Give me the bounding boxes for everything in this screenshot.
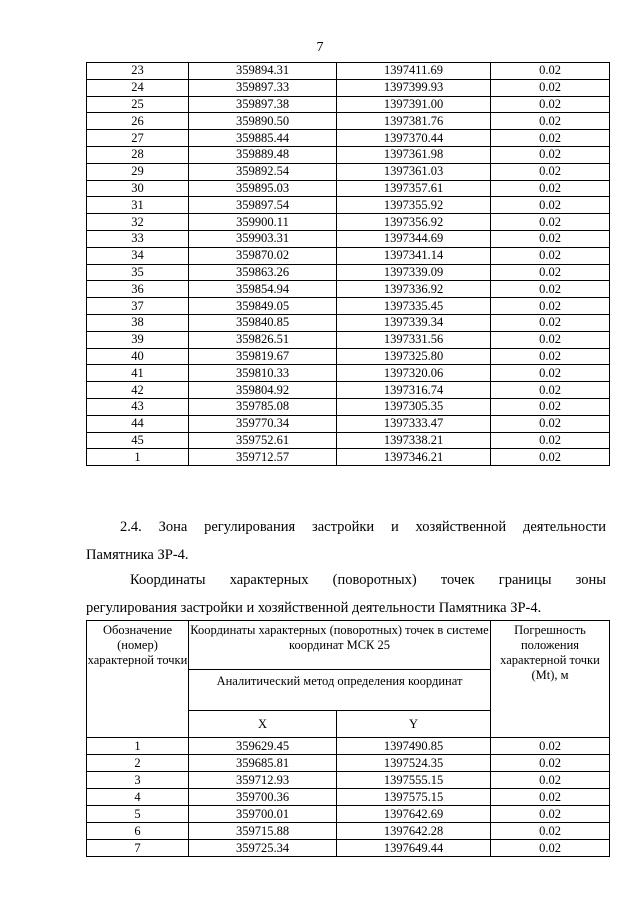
y-coordinate: 1397331.56 xyxy=(337,331,491,348)
table-row xyxy=(87,348,610,365)
error-value: 0.02 xyxy=(491,130,610,147)
x-coordinate: 359889.48 xyxy=(189,146,337,163)
y-coordinate: 1397642.69 xyxy=(337,806,491,823)
error-value: 0.02 xyxy=(491,180,610,197)
error-value: 0.02 xyxy=(491,772,610,789)
x-coordinate: 359897.38 xyxy=(189,96,337,113)
table-row xyxy=(87,247,610,264)
point-number: 5 xyxy=(87,806,189,823)
y-coordinate: 1397356.92 xyxy=(337,214,491,231)
page-number: 7 xyxy=(316,40,324,55)
point-number: 31 xyxy=(87,197,189,214)
point-number: 38 xyxy=(87,314,189,331)
y-coordinate: 1397642.28 xyxy=(337,823,491,840)
y-coordinate: 1397411.69 xyxy=(337,63,491,80)
y-coordinate: 1397361.03 xyxy=(337,163,491,180)
table-row xyxy=(87,789,610,806)
x-coordinate: 359870.02 xyxy=(189,247,337,264)
error-value: 0.02 xyxy=(491,415,610,432)
x-coordinate: 359897.54 xyxy=(189,197,337,214)
table-row xyxy=(87,365,610,382)
point-number: 23 xyxy=(87,63,189,80)
error-value: 0.02 xyxy=(491,298,610,315)
point-number: 26 xyxy=(87,113,189,130)
y-coordinate: 1397391.00 xyxy=(337,96,491,113)
table-row xyxy=(87,197,610,214)
table-row xyxy=(87,130,610,147)
error-value: 0.02 xyxy=(491,331,610,348)
table-row xyxy=(87,823,610,840)
x-coordinate: 359849.05 xyxy=(189,298,337,315)
x-coordinate: 359819.67 xyxy=(189,348,337,365)
error-value: 0.02 xyxy=(491,163,610,180)
y-coordinate: 1397575.15 xyxy=(337,789,491,806)
point-number: 45 xyxy=(87,432,189,449)
point-number: 36 xyxy=(87,281,189,298)
y-coordinate: 1397325.80 xyxy=(337,348,491,365)
table-row xyxy=(87,214,610,231)
y-coordinate: 1397320.06 xyxy=(337,365,491,382)
table-row xyxy=(87,772,610,789)
x-coordinate: 359685.81 xyxy=(189,755,337,772)
y-coordinate: 1397333.47 xyxy=(337,415,491,432)
point-number: 24 xyxy=(87,79,189,96)
x-coordinate: 359629.45 xyxy=(189,738,337,755)
x-coordinate: 359700.01 xyxy=(189,806,337,823)
x-coordinate: 359826.51 xyxy=(189,331,337,348)
y-coordinate: 1397357.61 xyxy=(337,180,491,197)
x-coordinate: 359894.31 xyxy=(189,63,337,80)
x-coordinate: 359892.54 xyxy=(189,163,337,180)
table-caption-line-1: Координаты характерных (поворотных) точек границы зоны xyxy=(130,572,606,588)
table-row xyxy=(87,415,610,432)
y-coordinate: 1397555.15 xyxy=(337,772,491,789)
header-x: X xyxy=(189,711,337,738)
error-value: 0.02 xyxy=(491,382,610,399)
table-row xyxy=(87,298,610,315)
point-number: 33 xyxy=(87,230,189,247)
point-number: 41 xyxy=(87,365,189,382)
table-row xyxy=(87,96,610,113)
header-error: Погрешность положения характерной точки (Mt), м xyxy=(491,621,610,738)
section-heading-line-1: 2.4. Зона регулирования застройки и хозяйственной деятельности xyxy=(120,519,606,535)
table-row xyxy=(87,432,610,449)
point-number: 30 xyxy=(87,180,189,197)
error-value: 0.02 xyxy=(491,432,610,449)
point-number: 40 xyxy=(87,348,189,365)
error-value: 0.02 xyxy=(491,197,610,214)
y-coordinate: 1397649.44 xyxy=(337,840,491,857)
x-coordinate: 359810.33 xyxy=(189,365,337,382)
error-value: 0.02 xyxy=(491,214,610,231)
table-row xyxy=(87,146,610,163)
error-value: 0.02 xyxy=(491,96,610,113)
table-row xyxy=(87,449,610,466)
x-coordinate: 359885.44 xyxy=(189,130,337,147)
x-coordinate: 359897.33 xyxy=(189,79,337,96)
error-value: 0.02 xyxy=(491,365,610,382)
point-number: 34 xyxy=(87,247,189,264)
header-coordinates-group: Координаты характерных (поворотных) точек в системе координат МСК 25 xyxy=(189,621,491,670)
table-row xyxy=(87,755,610,772)
table-row xyxy=(87,314,610,331)
error-value: 0.02 xyxy=(491,79,610,96)
point-number: 7 xyxy=(87,840,189,857)
table-row xyxy=(87,63,610,80)
error-value: 0.02 xyxy=(491,738,610,755)
table-row xyxy=(87,79,610,96)
x-coordinate: 359804.92 xyxy=(189,382,337,399)
x-coordinate: 359840.85 xyxy=(189,314,337,331)
table-row xyxy=(87,398,610,415)
x-coordinate: 359712.57 xyxy=(189,449,337,466)
header-method: Аналитический метод определения координат xyxy=(189,670,491,711)
table-row xyxy=(87,113,610,130)
y-coordinate: 1397339.34 xyxy=(337,314,491,331)
y-coordinate: 1397399.93 xyxy=(337,79,491,96)
section-heading-line-2: Памятника ЗР-4. xyxy=(86,547,189,563)
error-value: 0.02 xyxy=(491,449,610,466)
point-number: 25 xyxy=(87,96,189,113)
table-caption xyxy=(86,566,606,622)
y-coordinate: 1397344.69 xyxy=(337,230,491,247)
y-coordinate: 1397370.44 xyxy=(337,130,491,147)
error-value: 0.02 xyxy=(491,113,610,130)
error-value: 0.02 xyxy=(491,823,610,840)
point-number: 39 xyxy=(87,331,189,348)
x-coordinate: 359715.88 xyxy=(189,823,337,840)
table-row xyxy=(87,840,610,857)
point-number: 3 xyxy=(87,772,189,789)
x-coordinate: 359900.11 xyxy=(189,214,337,231)
point-number: 35 xyxy=(87,264,189,281)
coordinates-table-continued xyxy=(86,62,610,466)
y-coordinate: 1397316.74 xyxy=(337,382,491,399)
table-row xyxy=(87,738,610,755)
section-heading xyxy=(86,513,606,569)
table-row xyxy=(87,806,610,823)
point-number: 1 xyxy=(87,449,189,466)
error-value: 0.02 xyxy=(491,314,610,331)
table-row xyxy=(87,180,610,197)
point-number: 44 xyxy=(87,415,189,432)
x-coordinate: 359785.08 xyxy=(189,398,337,415)
y-coordinate: 1397305.35 xyxy=(337,398,491,415)
y-coordinate: 1397341.14 xyxy=(337,247,491,264)
point-number: 32 xyxy=(87,214,189,231)
point-number: 28 xyxy=(87,146,189,163)
x-coordinate: 359770.34 xyxy=(189,415,337,432)
y-coordinate: 1397524.35 xyxy=(337,755,491,772)
y-coordinate: 1397338.21 xyxy=(337,432,491,449)
table-caption-line-2: регулирования застройки и хозяйственной деятельности Памятника ЗР-4. xyxy=(86,600,542,616)
point-number: 42 xyxy=(87,382,189,399)
y-coordinate: 1397490.85 xyxy=(337,738,491,755)
point-number: 43 xyxy=(87,398,189,415)
point-number: 1 xyxy=(87,738,189,755)
header-y: Y xyxy=(337,711,491,738)
table-row xyxy=(87,382,610,399)
point-number: 2 xyxy=(87,755,189,772)
coordinates-table-zr4 xyxy=(86,620,610,857)
table-row xyxy=(87,230,610,247)
point-number: 27 xyxy=(87,130,189,147)
point-number: 6 xyxy=(87,823,189,840)
point-number: 29 xyxy=(87,163,189,180)
y-coordinate: 1397361.98 xyxy=(337,146,491,163)
x-coordinate: 359752.61 xyxy=(189,432,337,449)
error-value: 0.02 xyxy=(491,63,610,80)
y-coordinate: 1397336.92 xyxy=(337,281,491,298)
table-row xyxy=(87,163,610,180)
header-designation: Обозначение (номер) характерной точки xyxy=(87,621,189,738)
x-coordinate: 359712.93 xyxy=(189,772,337,789)
y-coordinate: 1397355.92 xyxy=(337,197,491,214)
x-coordinate: 359725.34 xyxy=(189,840,337,857)
error-value: 0.02 xyxy=(491,281,610,298)
x-coordinate: 359854.94 xyxy=(189,281,337,298)
error-value: 0.02 xyxy=(491,348,610,365)
error-value: 0.02 xyxy=(491,230,610,247)
error-value: 0.02 xyxy=(491,755,610,772)
error-value: 0.02 xyxy=(491,840,610,857)
x-coordinate: 359903.31 xyxy=(189,230,337,247)
error-value: 0.02 xyxy=(491,398,610,415)
x-coordinate: 359863.26 xyxy=(189,264,337,281)
table-row xyxy=(87,264,610,281)
y-coordinate: 1397346.21 xyxy=(337,449,491,466)
point-number: 37 xyxy=(87,298,189,315)
point-number: 4 xyxy=(87,789,189,806)
error-value: 0.02 xyxy=(491,146,610,163)
x-coordinate: 359700.36 xyxy=(189,789,337,806)
error-value: 0.02 xyxy=(491,806,610,823)
table-row xyxy=(87,281,610,298)
error-value: 0.02 xyxy=(491,789,610,806)
y-coordinate: 1397339.09 xyxy=(337,264,491,281)
x-coordinate: 359890.50 xyxy=(189,113,337,130)
table-row xyxy=(87,331,610,348)
y-coordinate: 1397381.76 xyxy=(337,113,491,130)
error-value: 0.02 xyxy=(491,264,610,281)
x-coordinate: 359895.03 xyxy=(189,180,337,197)
error-value: 0.02 xyxy=(491,247,610,264)
y-coordinate: 1397335.45 xyxy=(337,298,491,315)
